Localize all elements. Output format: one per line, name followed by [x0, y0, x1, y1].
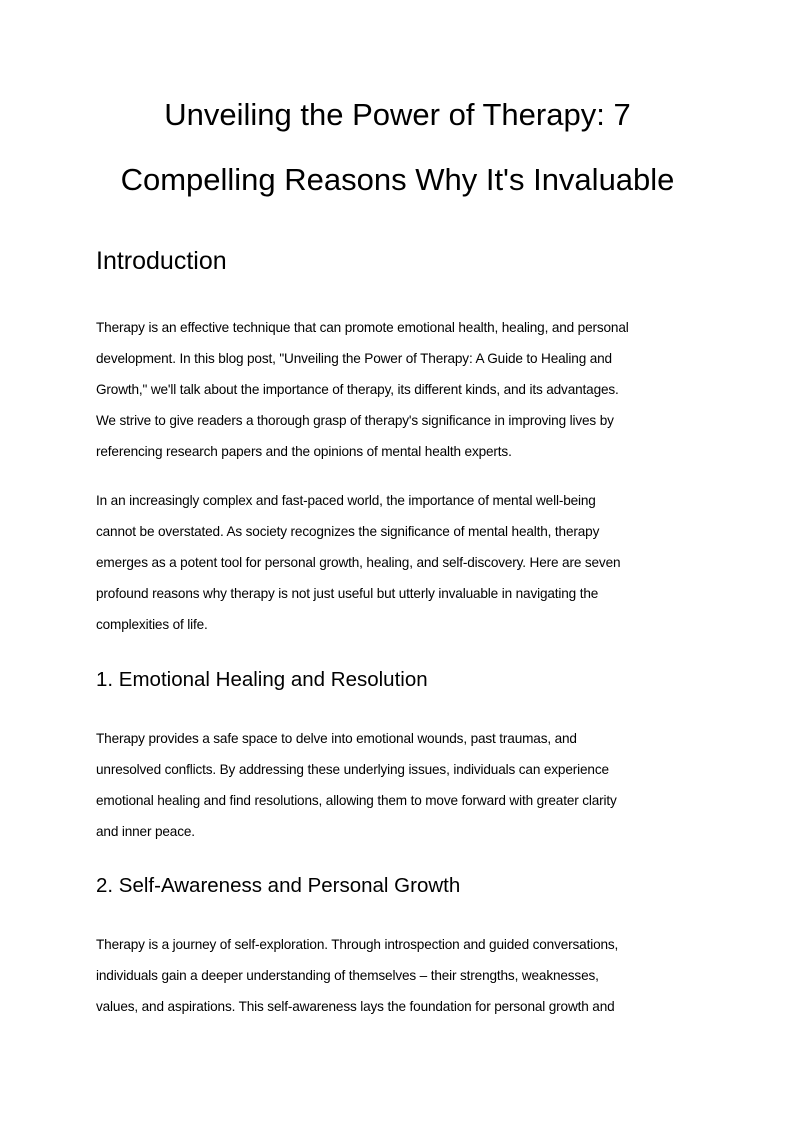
text-line: complexities of life. [96, 617, 208, 632]
text-line: unresolved conflicts. By addressing these underlying issues, individuals can experience [96, 762, 609, 777]
text-line: profound reasons why therapy is not just useful but utterly invaluable in navigating the [96, 586, 599, 601]
text-line: emerges as a potent tool for personal growth, healing, and self-discovery. Here are seven [96, 555, 621, 570]
text-line: Therapy is an effective technique that can promote emotional health, healing, and personal [96, 320, 629, 335]
text-line: Therapy is a journey of self-exploration. Through introspection and guided conversations, [96, 937, 619, 952]
intro-paragraph-2 [96, 485, 620, 640]
text-line: individuals gain a deeper understanding of themselves – their strengths, weaknesses, [96, 968, 599, 983]
introduction-heading: Introduction [96, 247, 227, 275]
text-line: values, and aspirations. This self-awareness lays the foundation for personal growth and [96, 999, 615, 1014]
section-1-heading: 1. Emotional Healing and Resolution [96, 668, 428, 691]
text-line: emotional healing and find resolutions, allowing them to move forward with greater clarity [96, 793, 617, 808]
text-line: and inner peace. [96, 824, 195, 839]
text-line: referencing research papers and the opinions of mental health experts. [96, 444, 512, 459]
intro-paragraph-1 [96, 312, 629, 467]
text-line: cannot be overstated. As society recognizes the significance of mental health, therapy [96, 524, 600, 539]
text-line: We strive to give readers a thorough grasp of therapy's significance in improving lives by [96, 413, 614, 428]
document-title-line-1: Unveiling the Power of Therapy: 7 [164, 97, 631, 132]
section-2-paragraph [96, 929, 618, 1022]
text-line: development. In this blog post, "Unveiling the Power of Therapy: A Guide to Healing and [96, 351, 612, 366]
text-line: Therapy provides a safe space to delve into emotional wounds, past traumas, and [96, 731, 577, 746]
section-1-paragraph [96, 723, 617, 847]
section-2-heading: 2. Self-Awareness and Personal Growth [96, 874, 461, 897]
text-line: Growth," we'll talk about the importance of therapy, its different kinds, and its advantages. [96, 382, 619, 397]
text-line: In an increasingly complex and fast-paced world, the importance of mental well-being [96, 493, 596, 508]
document-title-line-2: Compelling Reasons Why It's Invaluable [120, 162, 675, 197]
